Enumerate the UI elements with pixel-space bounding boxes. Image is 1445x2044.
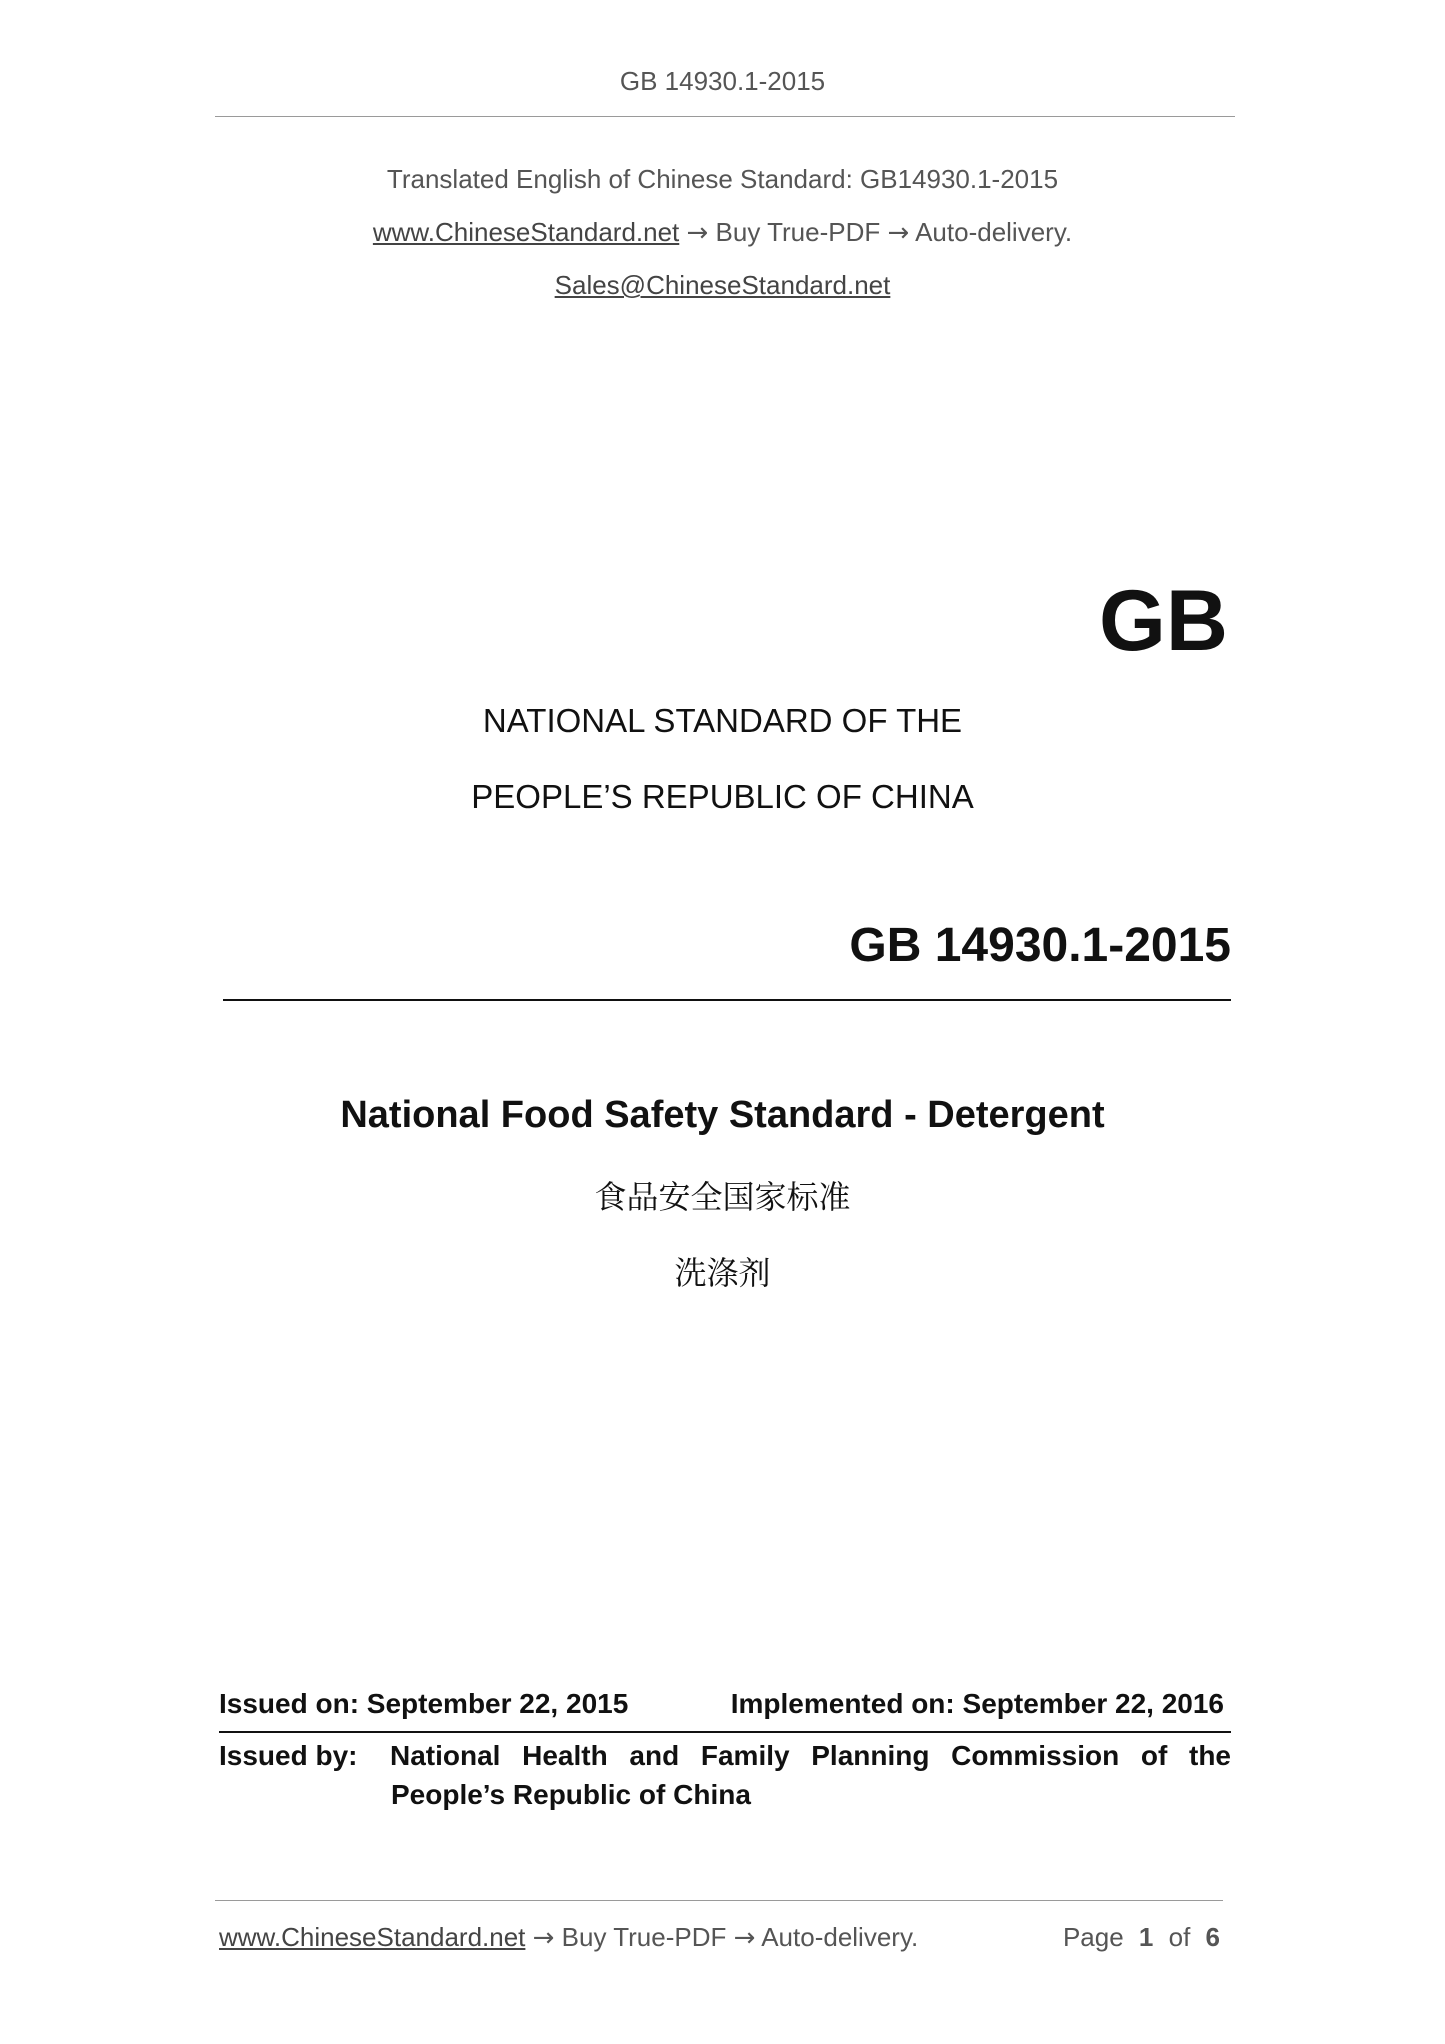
page-number: 1 [1138, 1922, 1154, 1952]
chinese-title-line2: 洗涤剂 [674, 1255, 771, 1291]
arrow-right-icon: → [686, 218, 709, 248]
footer-site-link[interactable]: www.ChineseStandard.net [219, 1922, 526, 1952]
page-indicator [1063, 1922, 1220, 1953]
national-standard-line1: NATIONAL STANDARD OF THE [482, 702, 963, 739]
issued-by-line1: National Health and Family Planning Commission of the [390, 1740, 1231, 1771]
issued-by-line2: People’s Republic of China [391, 1779, 751, 1810]
chinese-title-line1: 食品安全国家标准 [594, 1179, 851, 1215]
issue-rule [219, 1731, 1231, 1733]
total-pages: 6 [1205, 1922, 1220, 1952]
buy-text: Buy True-PDF [715, 217, 881, 247]
translation-notice: Translated English of Chinese Standard: GB14930.1-2015 [386, 164, 1059, 194]
footer-purchase-notice [219, 1922, 918, 1953]
implemented-on: Implemented on: September 22, 2016 [730, 1688, 1224, 1719]
footer-buy-text: Buy True-PDF [561, 1922, 727, 1952]
running-header: GB 14930.1-2015 [619, 66, 826, 96]
title-rule [223, 999, 1231, 1001]
footer-delivery-text: Auto-delivery. [761, 1922, 919, 1952]
arrow-right-icon: → [532, 1923, 555, 1953]
gb-mark: GB [1099, 573, 1228, 669]
footer-rule [215, 1900, 1223, 1901]
english-title: National Food Safety Standard - Detergent [340, 1094, 1105, 1136]
of-label: of [1168, 1922, 1191, 1952]
header-rule [215, 116, 1235, 117]
national-standard-line2: PEOPLE’S REPUBLIC OF CHINA [471, 778, 974, 815]
issued-by-label: Issued by: [219, 1740, 358, 1771]
standard-number: GB 14930.1-2015 [849, 919, 1231, 972]
delivery-text: Auto-delivery. [915, 217, 1073, 247]
email-line [0, 270, 1445, 301]
purchase-notice [0, 217, 1445, 248]
arrow-right-icon: → [733, 1923, 756, 1953]
email-link[interactable]: Sales@ChineseStandard.net [554, 270, 891, 300]
page-label: Page [1062, 1922, 1124, 1952]
issued-on: Issued on: September 22, 2015 [219, 1688, 629, 1719]
arrow-right-icon: → [887, 218, 910, 248]
site-link[interactable]: www.ChineseStandard.net [372, 217, 680, 247]
